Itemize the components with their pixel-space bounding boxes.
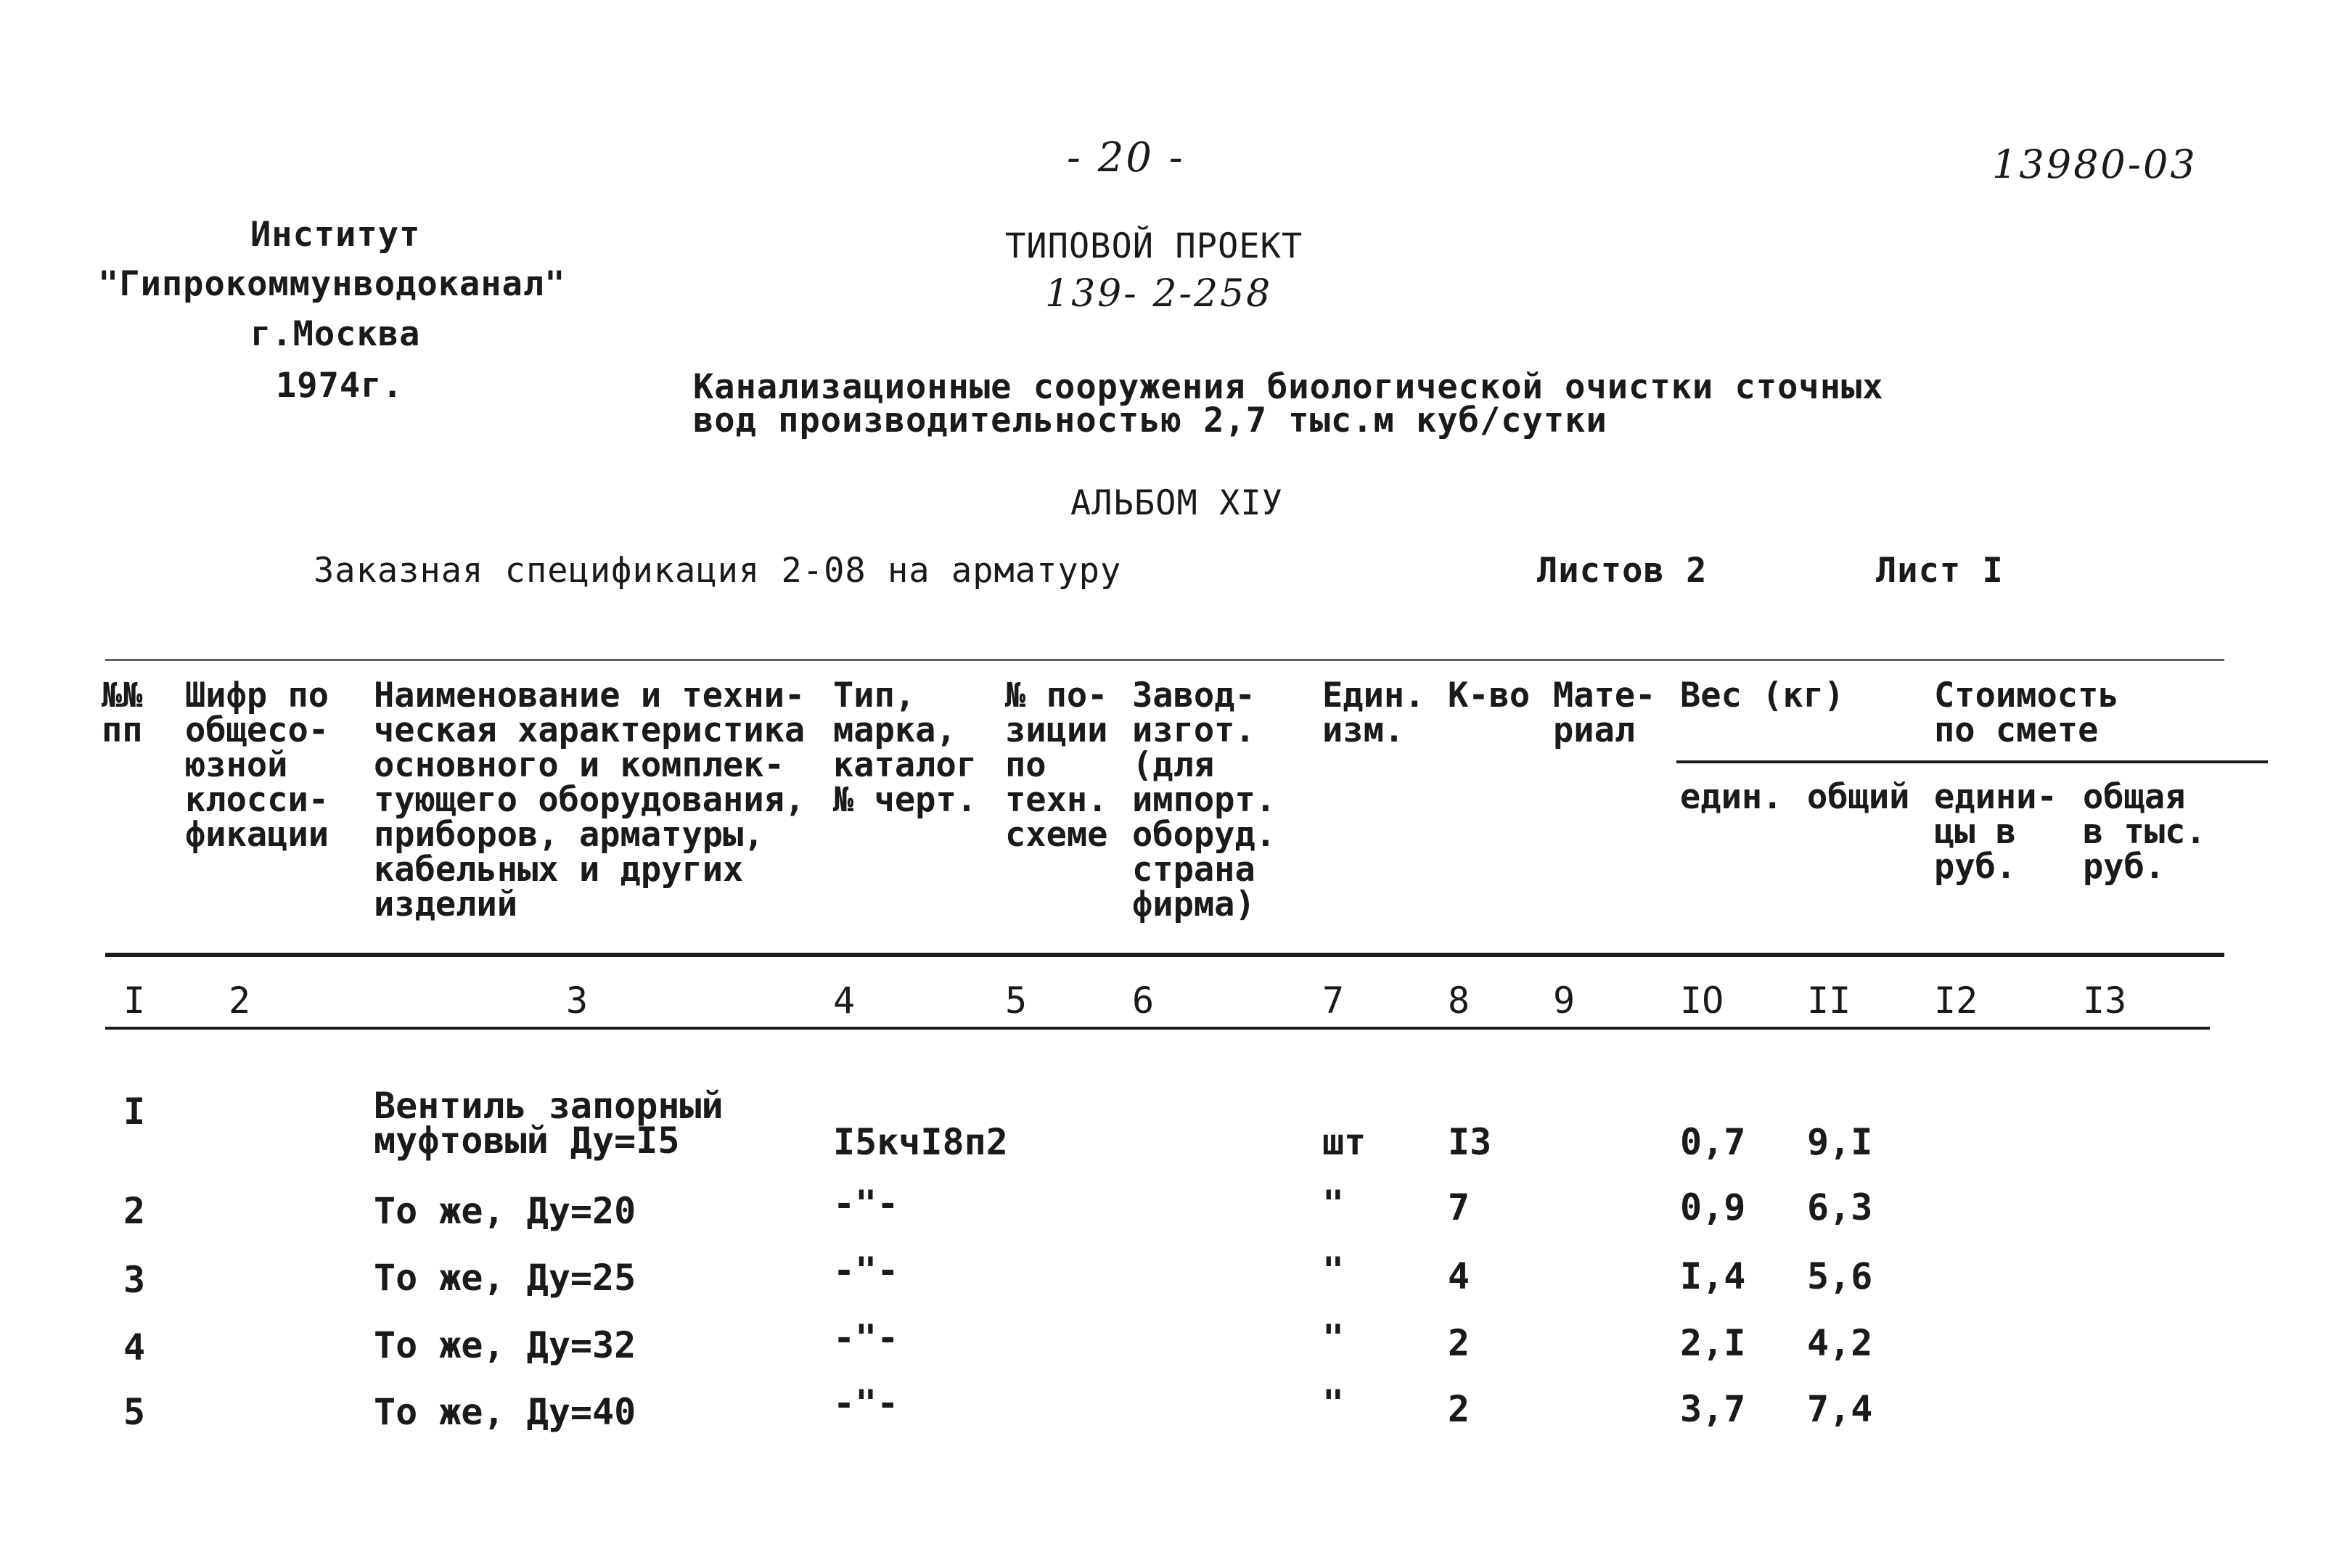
- column-number: II: [1807, 980, 1851, 1022]
- column-number: 3: [566, 980, 589, 1022]
- row-unit: ": [1322, 1249, 1345, 1292]
- institute-org: "Гипрокоммунводоканал": [98, 264, 566, 304]
- row-weight-total: 9,I: [1807, 1121, 1873, 1163]
- institute-name: Институт: [250, 215, 421, 255]
- row-item-name: То же, Ду=25: [374, 1257, 636, 1299]
- row-unit: ": [1322, 1317, 1345, 1359]
- row-type: -"-: [833, 1317, 899, 1359]
- row-number: 4: [123, 1326, 146, 1368]
- subheader-rule: [1676, 760, 2268, 763]
- project-description-line1: Канализационные сооружения биологической очистки сточных: [693, 367, 1884, 407]
- row-type: -"-: [833, 1382, 899, 1424]
- column-number: 8: [1448, 980, 1470, 1022]
- column-number: I2: [1934, 980, 1978, 1022]
- row-item-name: То же, Ду=32: [374, 1324, 636, 1366]
- document-code: 13980-03: [1992, 141, 2197, 187]
- header-row-number: №№ пп: [102, 676, 143, 750]
- row-number: 2: [123, 1190, 146, 1232]
- sheet-number: Лист I: [1876, 551, 2004, 591]
- row-weight-unit: 2,I: [1680, 1322, 1746, 1364]
- row-unit: ": [1322, 1382, 1345, 1424]
- row-weight-unit: 3,7: [1680, 1388, 1746, 1430]
- column-number: IO: [1680, 980, 1724, 1022]
- header-quantity: К-во: [1448, 676, 1531, 715]
- header-weight: Вес (кг): [1680, 676, 1845, 715]
- row-type: -"-: [833, 1183, 899, 1225]
- header-cost-total: общая в тыс. руб.: [2083, 777, 2206, 887]
- header-classification-code: Шифр по общесо- юзной клосси- фикации: [185, 676, 329, 855]
- album-title: АЛЬБОМ XIУ: [1070, 483, 1283, 523]
- header-cost: Стоимость по смете: [1934, 676, 2119, 750]
- sheets-total: Листов 2: [1537, 551, 1708, 591]
- row-quantity: 2: [1448, 1322, 1470, 1364]
- row-number: 3: [123, 1259, 146, 1301]
- row-unit: шт: [1322, 1121, 1367, 1163]
- row-weight-unit: I,4: [1680, 1255, 1746, 1297]
- row-quantity: 4: [1448, 1255, 1470, 1297]
- table-top-rule: [105, 659, 2224, 661]
- row-weight-total: 6,3: [1807, 1186, 1873, 1228]
- header-bottom-rule: [105, 953, 2224, 957]
- header-manufacturer: Завод- изгот. (для импорт. оборуд. страна фирма): [1132, 676, 1277, 924]
- column-number: 4: [833, 980, 856, 1022]
- column-number: 7: [1322, 980, 1345, 1022]
- header-weight-unit: един.: [1680, 777, 1783, 817]
- column-number: 9: [1553, 980, 1576, 1022]
- row-quantity: 2: [1448, 1388, 1470, 1430]
- header-type-mark: Тип, марка, каталог № черт.: [833, 676, 978, 820]
- row-weight-total: 7,4: [1807, 1388, 1873, 1430]
- project-number: 139- 2-258: [1045, 272, 1273, 316]
- page-number: - 20 -: [1067, 134, 1185, 181]
- row-weight-total: 5,6: [1807, 1255, 1873, 1297]
- header-item-name: Наименование и техни- ческая характеристика основного и комплек- тующего оборудования, приборов, арматуры, кабельных и других изделий: [374, 676, 806, 924]
- row-item-name: Вентиль запорный муфтовый Ду=I5: [374, 1085, 724, 1162]
- header-cost-unit: едини- цы в руб.: [1934, 777, 2057, 887]
- header-position: № по- зиции по техн. схеме: [1005, 676, 1108, 855]
- row-quantity: 7: [1448, 1186, 1470, 1228]
- column-number: I3: [2083, 980, 2127, 1022]
- row-item-name: То же, Ду=40: [374, 1391, 636, 1433]
- row-weight-unit: 0,9: [1680, 1186, 1746, 1228]
- header-material: Мате- риал: [1553, 676, 1656, 750]
- column-numbers-rule: [105, 1027, 2210, 1030]
- row-type: I5кчI8п2: [833, 1121, 1008, 1163]
- header-weight-total: общий: [1807, 777, 1910, 817]
- row-type: -"-: [833, 1249, 899, 1292]
- row-number: 5: [123, 1391, 146, 1433]
- institute-year: 1974г.: [276, 366, 403, 406]
- header-unit: Един. изм.: [1322, 676, 1425, 750]
- column-number: I: [123, 980, 146, 1022]
- project-title: ТИПОВОЙ ПРОЕКТ: [1005, 226, 1303, 266]
- column-number: 5: [1005, 980, 1028, 1022]
- row-number: I: [123, 1091, 146, 1133]
- row-item-name: То же, Ду=20: [374, 1190, 636, 1232]
- institute-city: г.Москва: [250, 314, 421, 354]
- row-unit: ": [1322, 1183, 1345, 1225]
- row-weight-unit: 0,7: [1680, 1121, 1746, 1163]
- project-description-line2: вод производительностью 2,7 тыс.м куб/сутки: [693, 401, 1607, 440]
- column-number: 6: [1132, 980, 1155, 1022]
- column-number: 2: [229, 980, 251, 1022]
- specification-title: Заказная спецификация 2-08 на арматуру: [314, 551, 1122, 591]
- row-weight-total: 4,2: [1807, 1322, 1873, 1364]
- row-quantity: I3: [1448, 1121, 1492, 1163]
